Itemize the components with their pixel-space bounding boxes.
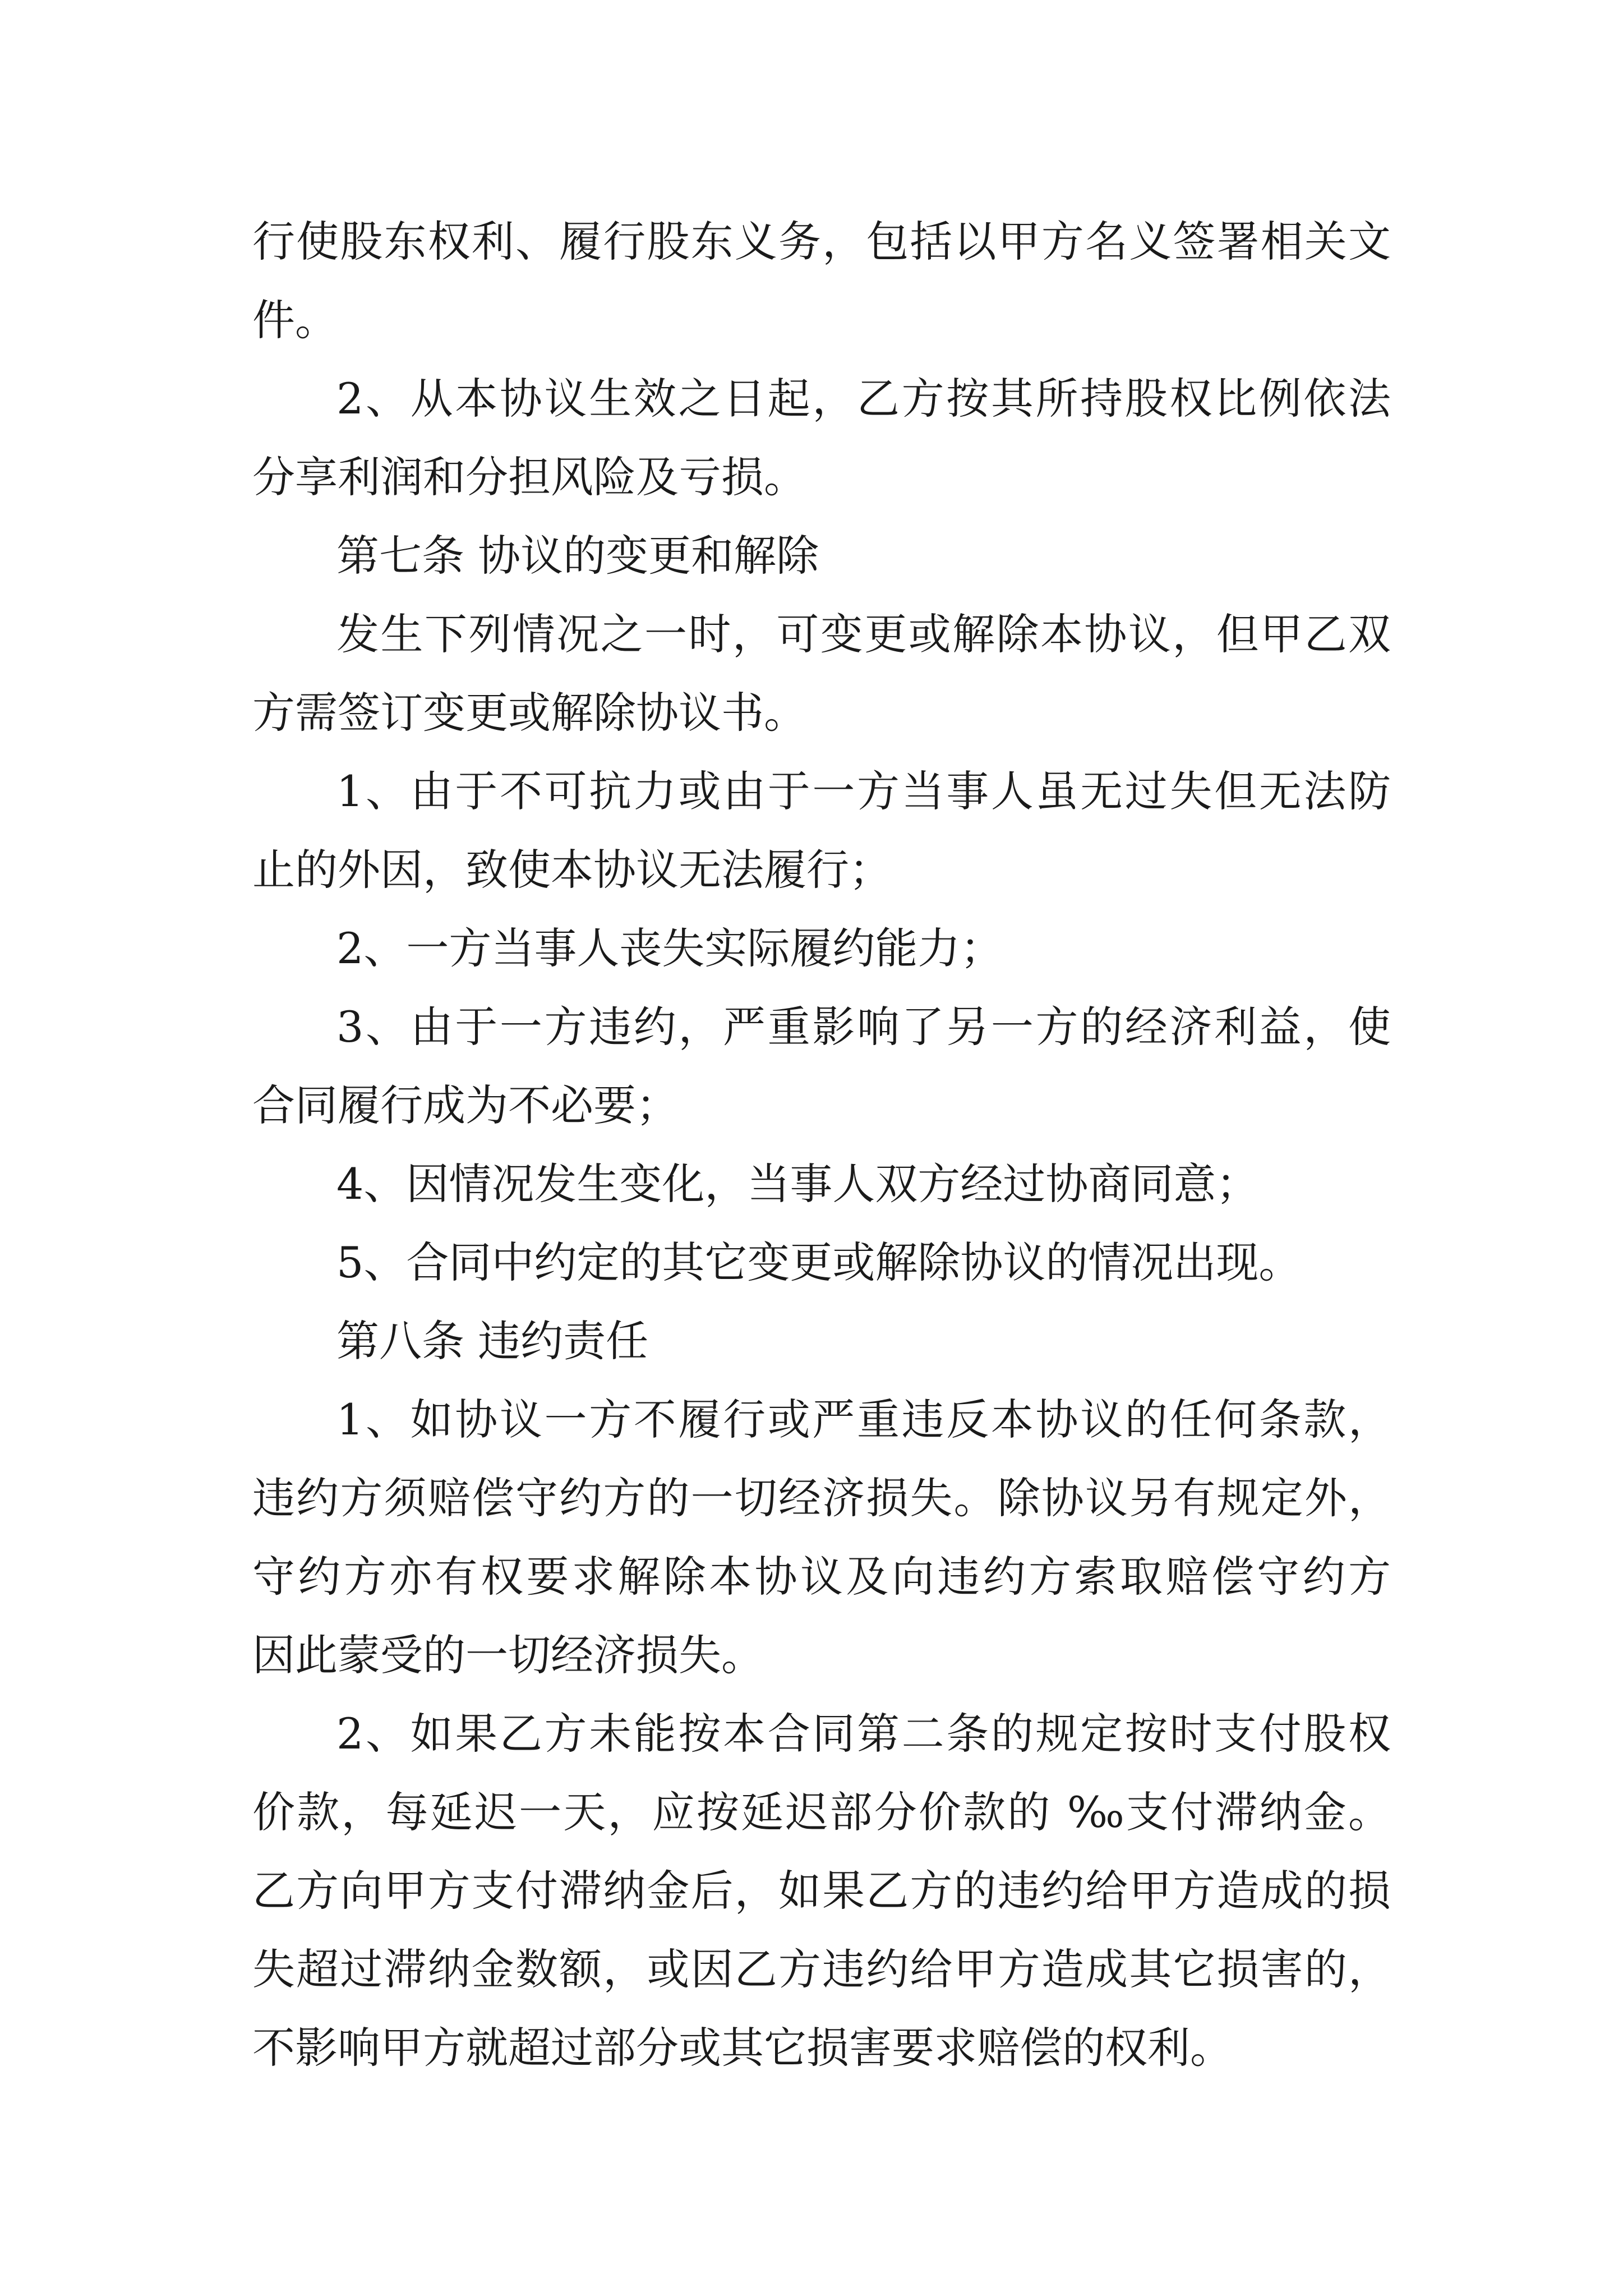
text-line: 1、如协议一方不履行或严重违反本协议的任何条款， <box>336 1395 1391 1444</box>
section-heading: 第八条 违约责任 <box>336 1316 649 1366</box>
text-line: 行使股东权利、履行股东义务，包括以甲方名义签署相关文 <box>252 217 1391 266</box>
text-line: 2、如果乙方未能按本合同第二条的规定按时支付股权 <box>336 1709 1391 1759</box>
text-line: 止的外因，致使本协议无法履行； <box>252 845 892 895</box>
text-line: 不影响甲方就超过部分或其它损害要求赔偿的权利。 <box>252 2023 1233 2073</box>
text-line: 守约方亦有权要求解除本协议及向违约方索取赔偿守约方 <box>252 1552 1391 1602</box>
section-heading: 第七条 协议的变更和解除 <box>336 531 819 581</box>
text-line: 3、由于一方违约，严重影响了另一方的经济利益，使 <box>336 1002 1391 1052</box>
text-line: 1、由于不可抗力或由于一方当事人虽无过失但无法防 <box>336 766 1391 816</box>
text-line: 2、一方当事人丧失实际履约能力； <box>336 923 1003 973</box>
text-line: 件。 <box>252 295 338 345</box>
text-line: 乙方向甲方支付滞纳金后，如果乙方的违约给甲方造成的损 <box>252 1866 1391 1916</box>
text-line: 4、因情况发生变化，当事人双方经过协商同意； <box>336 1159 1259 1209</box>
text-line: 分享利润和分担风险及亏损。 <box>252 452 806 502</box>
text-line: 方需签订变更或解除协议书。 <box>252 688 806 738</box>
text-line: 因此蒙受的一切经济损失。 <box>252 1630 764 1680</box>
text-line: 5、合同中约定的其它变更或解除协议的情况出现。 <box>336 1237 1302 1287</box>
text-line: 2、从本协议生效之日起，乙方按其所持股权比例依法 <box>336 374 1391 424</box>
text-line: 合同履行成为不必要； <box>252 1080 679 1130</box>
text-line: 违约方须赔偿守约方的一切经济损失。除协议另有规定外， <box>252 1473 1391 1523</box>
text-line: 失超过滞纳金数额，或因乙方违约给甲方造成其它损害的， <box>252 1944 1391 1994</box>
text-line: 发生下列情况之一时，可变更或解除本协议，但甲乙双 <box>336 609 1391 659</box>
text-line: 价款，每延迟一天，应按延迟部分价款的 ‰支付滞纳金。 <box>252 1787 1391 1837</box>
